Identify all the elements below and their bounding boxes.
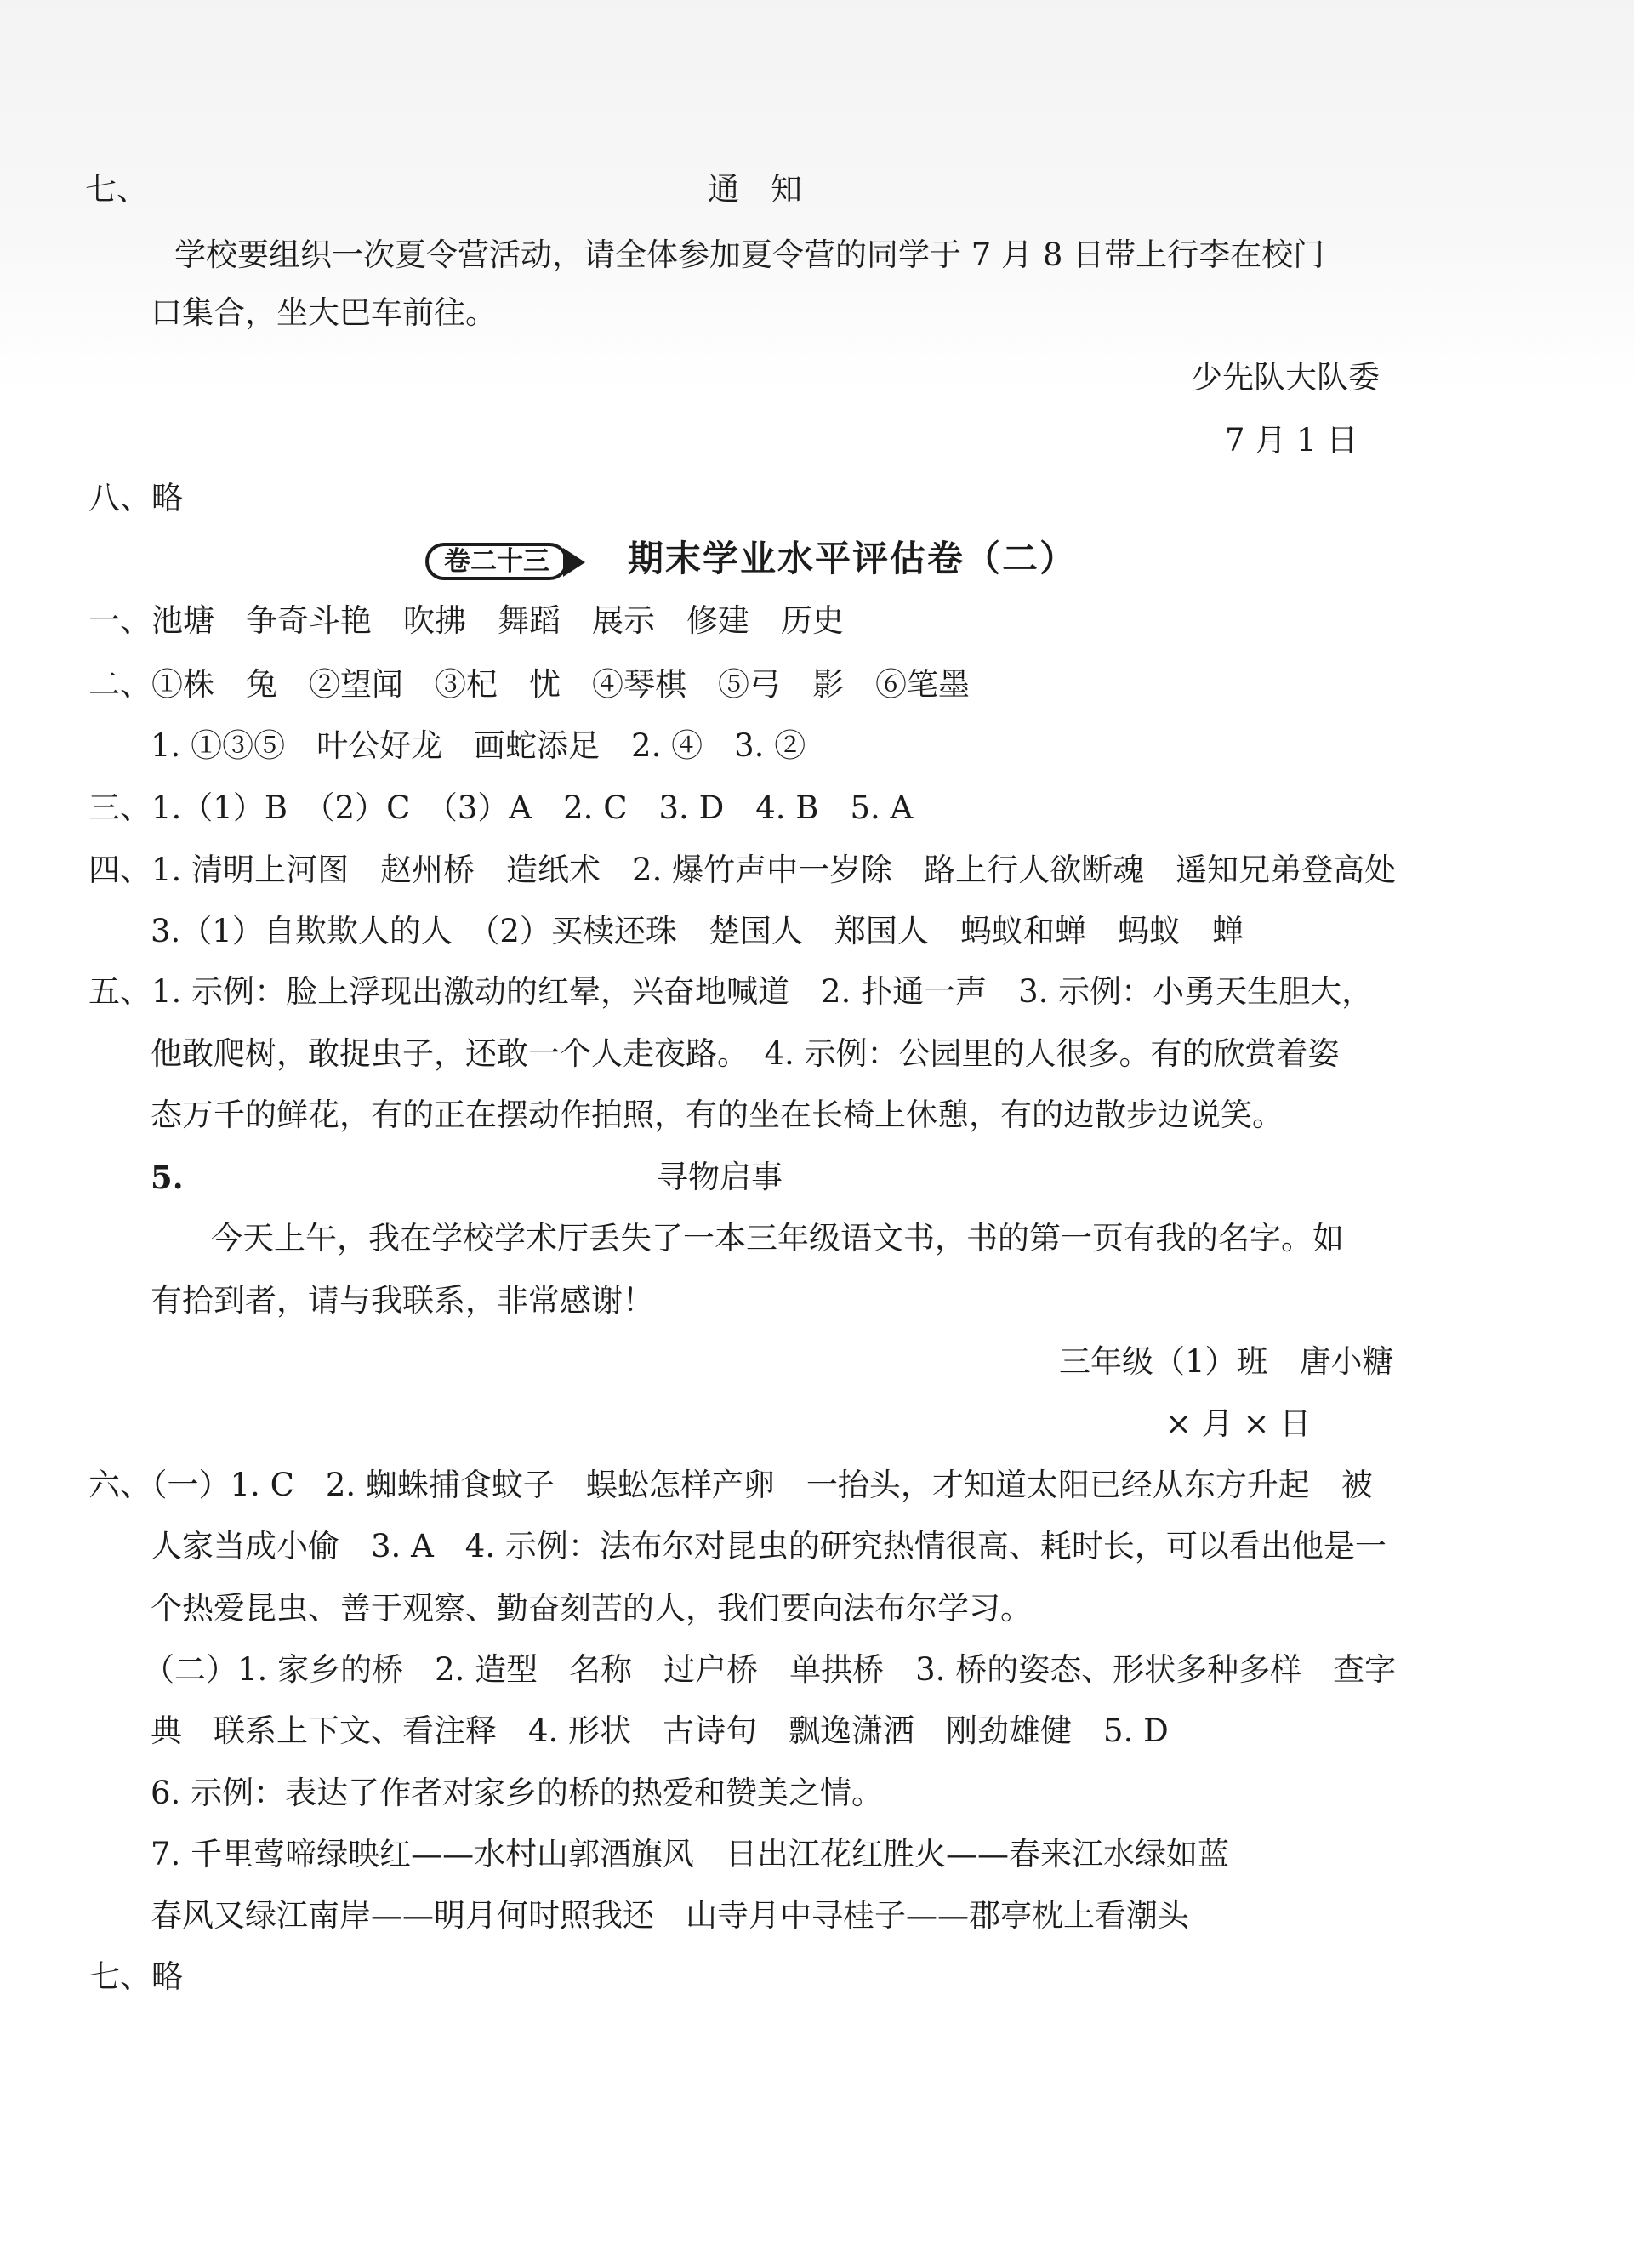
notice-title: 通 知 bbox=[708, 171, 802, 208]
exam-number-tag bbox=[425, 538, 587, 587]
answer-q1: 一、池塘 争奇斗艳 吹拂 舞蹈 展示 修建 历史 bbox=[88, 602, 844, 639]
answer-q2-line1: 二、①株 兔 ②望闻 ③杞 忧 ④琴棋 ⑤弓 影 ⑥笔墨 bbox=[88, 666, 970, 703]
answer-q5-line1: 五、1. 示例：脸上浮现出激动的红晕，兴奋地喊道 2. 扑通一声 3. 示例：小勇天生胆大， bbox=[88, 973, 1374, 1010]
section-eight: 八、略 bbox=[88, 480, 183, 516]
exam-number-label: 卷二十三 bbox=[425, 543, 568, 580]
arrow-right-icon bbox=[563, 548, 585, 577]
answer-q3: 三、1.（1）B （2）C （3）A 2. C 3. D 4. B 5. A bbox=[88, 789, 914, 826]
answer-q6-line5: 典 联系上下文、看注释 4. 形状 古诗句 飘逸潇洒 刚劲雄健 5. D bbox=[151, 1712, 1169, 1749]
notice-body-line1: 学校要组织一次夏令营活动，请全体参加夏令营的同学于 7 月 8 日带上行李在校门 bbox=[174, 236, 1325, 273]
lost-notice-body-line1: 今天上午，我在学校学术厅丢失了一本三年级语文书，书的第一页有我的名字。如 bbox=[211, 1220, 1344, 1257]
exam-title: 期末学业水平评估卷（二） bbox=[628, 538, 1078, 579]
notice-body-line2: 口集合，坐大巴车前往。 bbox=[151, 294, 497, 331]
answer-q6-line7: 7. 千里莺啼绿映红——水村山郭酒旗风 日出江花红胜火——春来江水绿如蓝 bbox=[151, 1836, 1230, 1872]
answer-q6-line3: 个热爱昆虫、善于观察、勤奋刻苦的人，我们要向法布尔学习。 bbox=[151, 1590, 1032, 1627]
answer-q6-line4: （二）1. 家乡的桥 2. 造型 名称 过户桥 单拱桥 3. 桥的姿态、形状多种多样 查字 bbox=[143, 1651, 1397, 1688]
section-seven-number: 七、 bbox=[85, 171, 148, 208]
answer-q5-item5-number: 5. bbox=[151, 1159, 184, 1196]
notice-date: 7 月 1 日 bbox=[1225, 422, 1358, 459]
answer-q6-line2: 人家当成小偷 3. A 4. 示例：法布尔对昆虫的研究热情很高、耗时长，可以看出他是一 bbox=[151, 1528, 1386, 1564]
notice-signature: 少先队大队委 bbox=[1191, 359, 1380, 396]
lost-notice-body-line2: 有拾到者，请与我联系，非常感谢！ bbox=[151, 1282, 654, 1319]
answer-q6-line8: 春风又绿江南岸——明月何时照我还 山寺月中寻桂子——郡亭枕上看潮头 bbox=[151, 1897, 1189, 1934]
answer-q4-line2: 3.（1）自欺欺人的人 （2）买椟还珠 楚国人 郑国人 蚂蚁和蝉 蚂蚁 蝉 bbox=[151, 913, 1244, 949]
answer-q4-line1: 四、1. 清明上河图 赵州桥 造纸术 2. 爆竹声中一岁除 路上行人欲断魂 遥知兄弟登高处 bbox=[88, 852, 1397, 888]
answer-q5-line2: 他敢爬树，敢捉虫子，还敢一个人走夜路。 4. 示例：公园里的人很多。有的欣赏着姿 bbox=[151, 1035, 1340, 1072]
lost-notice-title: 寻物启事 bbox=[657, 1159, 783, 1195]
answer-q6-line1: 六、（一）1. C 2. 蜘蛛捕食蚊子 蜈蚣怎样产卵 一抬头，才知道太阳已经从东方升起 被 bbox=[88, 1467, 1373, 1503]
answer-q7: 七、略 bbox=[88, 1958, 183, 1995]
lost-notice-date: × 月 × 日 bbox=[1165, 1405, 1312, 1442]
lost-notice-signature: 三年级（1）班 唐小糖 bbox=[1059, 1343, 1394, 1380]
answer-q6-line6: 6. 示例：表达了作者对家乡的桥的热爱和赞美之情。 bbox=[151, 1775, 884, 1811]
answer-q5-line3: 态万千的鲜花，有的正在摆动作拍照，有的坐在长椅上休憩，有的边散步边说笑。 bbox=[151, 1097, 1284, 1133]
answer-q2-line2: 1. ①③⑤ 叶公好龙 画蛇添足 2. ④ 3. ② bbox=[151, 727, 806, 764]
